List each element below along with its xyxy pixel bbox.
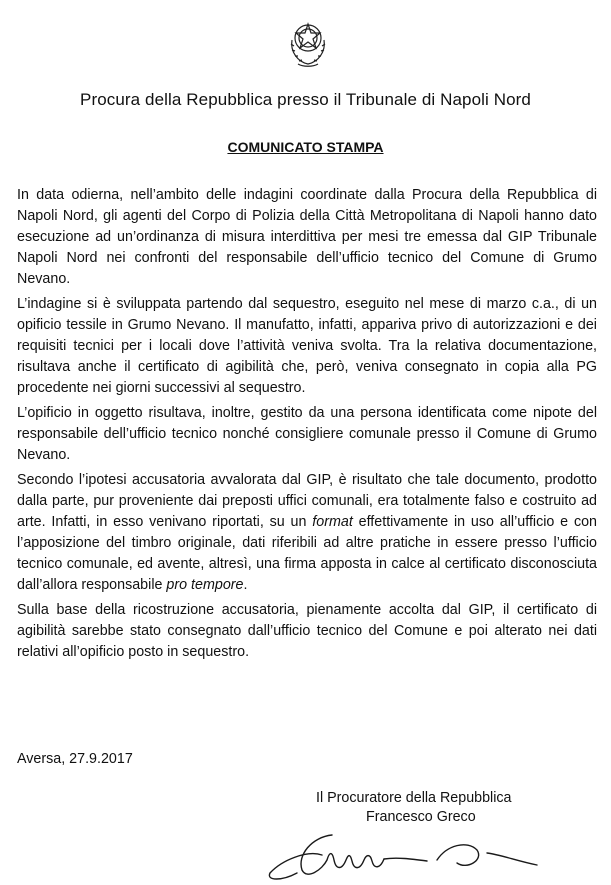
paragraph: L’indagine si è sviluppata partendo dal sequestro, eseguito nel mese di marzo c.a., di un opificio tessile in Grumo Nevano. Il manufatto, infatti, appariva privo di autorizzazioni e dei requisiti tecnici per i locali dove l’attività veniva svolta. Tra la relativa documentazione, risultava anche il certificato di agibilità che, però, veniva consegnato in copia alla PG procedente nei giorni successivi al sequestro. xyxy=(17,296,597,396)
place-date: Aversa, 27.9.2017 xyxy=(17,751,133,767)
paragraph: Secondo l’ipotesi accusatoria avvalorata dal GIP, è risultato che tale documento, prodotto dalla parte, pur proveniente dai preposti uffici comunali, era totalmente falso e costruito ad arte. Infatti, in esso venivano riportati, su un format effettivamente in uso all’ufficio e con l’apposizione del timbro originale, dati riferibili ad altre pratiche in essere presso l’ufficio tecnico comunale, ed avente, altresì, una firma apposta in calce al certificato disconosciuta dall’allora responsabile pro tempore. xyxy=(17,472,597,593)
signatory-name: Francesco Greco xyxy=(366,809,476,825)
document-body xyxy=(17,185,597,667)
paragraph: L’opificio in oggetto risultava, inoltre, gestito da una persona identificata come nipote del responsabile dell’ufficio tecnico nonché consigliere comunale presso il Comune di Grumo Nevano. xyxy=(17,405,597,463)
office-header: Procura della Repubblica presso il Tribunale di Napoli Nord xyxy=(80,90,531,109)
handwritten-signature xyxy=(262,815,562,885)
signatory-role: Il Procuratore della Repubblica xyxy=(316,790,512,806)
italian-republic-emblem-icon xyxy=(286,20,330,70)
paragraph: In data odierna, nell’ambito delle indagini coordinate dalla Procura della Repubblica di Napoli Nord, gli agenti del Corpo di Polizia della Città Metropolitana di Napoli hanno dato esecuzione ad un’ordinanza di misura interdittiva per mesi tre emessa dal GIP Tribunale Napoli Nord nei confronti del responsabile dell’ufficio tecnico del Comune di Grumo Nevano. xyxy=(17,187,597,287)
paragraph: Sulla base della ricostruzione accusatoria, pienamente accolta dal GIP, il certificato di agibilità sarebbe stato consegnato dall’ufficio tecnico del Comune e poi alterato nei dati relativi all’opificio posto in sequestro. xyxy=(17,602,597,660)
document-title: COMUNICATO STAMPA xyxy=(227,139,384,155)
